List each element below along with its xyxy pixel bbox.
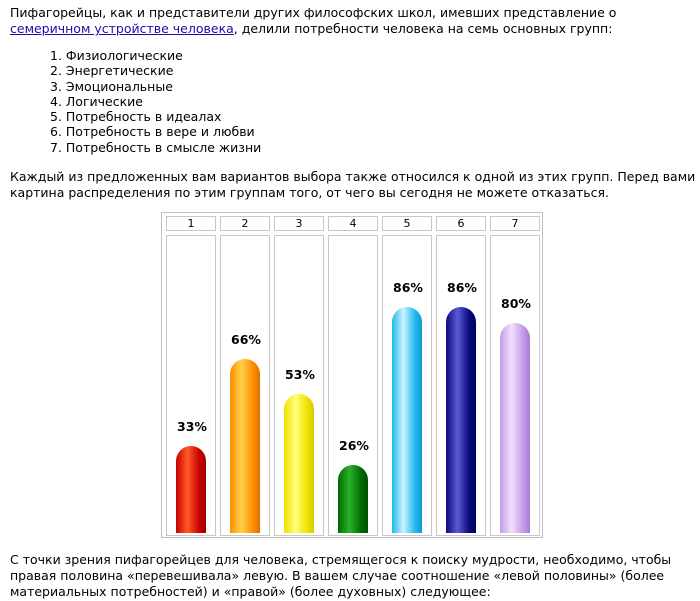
- bar-2: [230, 359, 260, 533]
- bar-5: [392, 307, 422, 533]
- column-header-4: 4: [328, 216, 378, 231]
- bar-value-label-3: 53%: [285, 367, 315, 382]
- column-header-7: 7: [490, 216, 540, 231]
- distribution-paragraph: Каждый из предложенных вам вариантов выбора также относился к одной из этих групп. Перед вами картина распределения по этим группам того, от чего вы сегодня не можете отказаться.: [10, 169, 696, 200]
- bar-4: [338, 465, 368, 533]
- bar-7: [500, 323, 530, 533]
- column-header-6: 6: [436, 216, 486, 231]
- intro-text-before: Пифагорейцы, как и представители других философских школ, имевших представление о: [10, 5, 617, 20]
- bar-value-label-1: 33%: [177, 419, 207, 434]
- list-item: 4. Логические: [50, 93, 143, 109]
- list-item: 6. Потребность в вере и любви: [50, 124, 255, 140]
- bar-value-label-6: 86%: [447, 280, 477, 295]
- list-item: 5. Потребность в идеалах: [50, 109, 222, 125]
- column-header-5: 5: [382, 216, 432, 231]
- intro-text-after: , делили потребности человека на семь основных групп:: [233, 21, 613, 36]
- list-item: 1. Физиологические: [50, 48, 183, 63]
- column-header-1: 1: [166, 216, 216, 231]
- bar-value-label-5: 86%: [393, 280, 423, 295]
- needs-bar-chart: [161, 212, 543, 538]
- needs-list: [10, 48, 261, 155]
- bar-6: [446, 307, 476, 533]
- bar-1: [176, 446, 206, 533]
- bar-value-label-7: 80%: [501, 296, 531, 311]
- bar-value-label-2: 66%: [231, 332, 261, 347]
- bar-3: [284, 394, 314, 533]
- intro-paragraph: [10, 5, 696, 37]
- column-header-2: 2: [220, 216, 270, 231]
- septenary-link[interactable]: семеричном устройстве человека: [10, 21, 234, 36]
- conclusion-paragraph: С точки зрения пифагорейцев для человека, стремящегося к поиску мудрости, необходимо, чтобы правая половина «перевешивала» левую. В вашем случае соотношение «левой половины» (более материальных потребностей) и «правой» (более духовных) следующее:: [10, 552, 672, 599]
- list-item: 7. Потребность в смысле жизни: [50, 139, 262, 155]
- bar-value-label-4: 26%: [339, 438, 369, 453]
- list-item: 3. Эмоциональные: [50, 78, 173, 94]
- column-header-3: 3: [274, 216, 324, 231]
- list-item: 2. Энергетические: [50, 63, 174, 79]
